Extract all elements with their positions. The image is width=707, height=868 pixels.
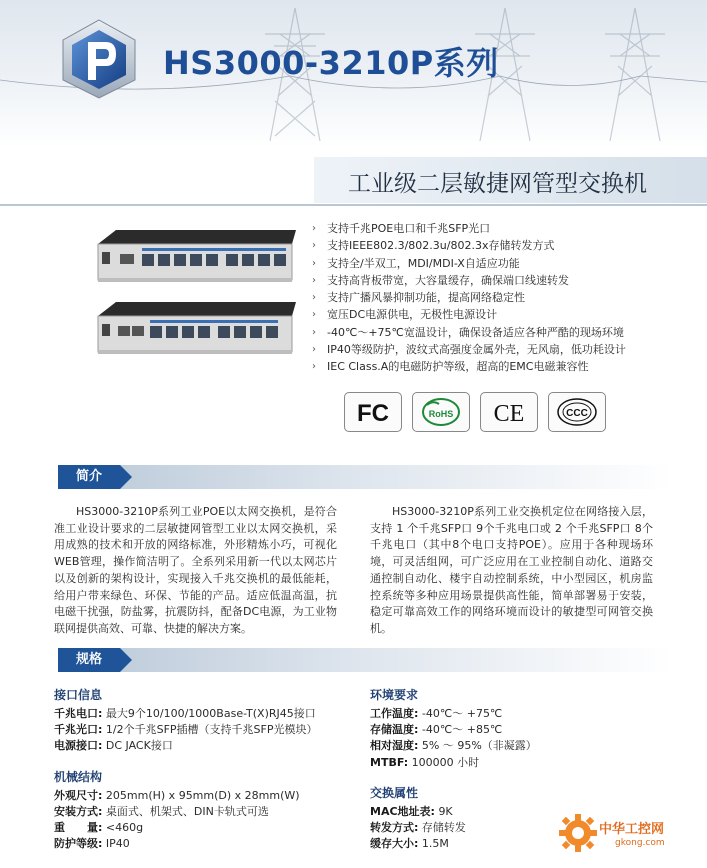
hero-header (0, 0, 707, 148)
arrow-right-icon: › (312, 223, 316, 234)
svg-text:CCC: CCC (566, 408, 588, 419)
switching-spec-heading: 交换属性 (370, 785, 419, 800)
intro-paragraph-right: HS3000-3210P系列工业交换机定位在网络接入层，支持 1 个千兆SFP口 9个千兆电口或 2 个千兆SFP口 8个千兆电口（其中8个电口支持POE）。应用于各种现场环境，可灵活组网，可广泛应用在工业控制自动化、道路交通控制自动化、楼宇自动控制系统，中小型园区，机房监控系统等多种应用场景提供高性能，简单部署易于安装，稳定可靠高效工作的网络环境而设计的敏捷型可网管交换机。 (370, 505, 653, 635)
feature-item: › IEC Class.A的电磁防护等级，超高的EMC电磁兼容性 (312, 358, 626, 375)
arrow-right-icon: › (312, 257, 316, 269)
feature-list (312, 220, 626, 376)
arrow-right-icon: › (312, 240, 316, 252)
spec-row: 存储温度: -40℃～ +85℃ (370, 723, 503, 737)
fc-icon (344, 392, 402, 432)
mechanical-spec-heading: 机械结构 (54, 769, 103, 784)
spec-row: 转发方式: 存储转发 (370, 821, 466, 835)
svg-text:FC: FC (357, 400, 389, 427)
product-subtitle: 工业级二层敏捷网管型交换机 (348, 171, 647, 197)
feature-item: › 支持高背板带宽，大容量缓存，确保端口线速转发 (312, 272, 626, 289)
feature-item: › 支持千兆POE电口和千兆SFP光口 (312, 220, 626, 237)
arrow-right-icon: › (312, 344, 316, 356)
intro-section-title: 简介 (58, 465, 120, 489)
spec-row: MAC地址表: 9K (370, 804, 453, 818)
spec-section-bar (58, 648, 674, 672)
product-title: HS3000-3210P系列 (163, 44, 499, 82)
spec-row: 缓存大小: 1.5M (370, 837, 449, 851)
feature-item: › 支持IEEE802.3/802.3u/802.3x存储转发方式 (312, 237, 626, 254)
spec-row: 工作温度: -40℃～ +75℃ (370, 707, 503, 720)
ce-icon (480, 392, 538, 432)
ccc-icon (548, 392, 606, 432)
spec-row: 相对湿度: 5% ～ 95%（非凝露） (370, 739, 537, 753)
switch-device-image-2 (92, 300, 298, 360)
feature-item: › 支持全/半双工，MDI/MDI-X自适应功能 (312, 255, 626, 272)
spec-row: 安装方式: 桌面式、机架式、DIN卡轨式可选 (54, 804, 269, 818)
feature-item: › -40℃～+75℃宽温设计，确保设备适应各种严酷的现场环境 (312, 324, 626, 341)
feature-item: › 宽压DC电源供电，无极性电源设计 (312, 306, 626, 323)
spec-row: 千兆光口: 1/2个千兆SFP插槽（支持千兆SFP光模块） (54, 723, 318, 737)
intro-section-bar (58, 465, 674, 489)
spec-row: 重 量: <460g (54, 821, 144, 835)
certification-logos (344, 392, 606, 432)
feature-item: › IP40等级防护，波纹式高强度金属外壳，无风扇，低功耗设计 (312, 341, 626, 358)
switch-device-image-1 (92, 228, 298, 288)
spec-row: MTBF: 100000 小时 (370, 755, 480, 769)
arrow-right-icon: › (312, 326, 316, 338)
banner-divider (0, 204, 707, 206)
environment-spec-heading: 环境要求 (370, 688, 419, 702)
rohs-icon (412, 392, 470, 432)
feature-item: › 支持广播风暴抑制功能，提高网络稳定性 (312, 289, 626, 306)
spec-row: 防护等级: IP40 (54, 837, 130, 851)
watermark-name: 中华工控网 (599, 822, 665, 837)
svg-text:RoHS: RoHS (428, 409, 454, 419)
gear-icon (555, 810, 601, 856)
watermark-url: gkong.com (615, 838, 665, 848)
arrow-right-icon: › (312, 361, 316, 373)
company-logo-icon (58, 18, 140, 100)
spec-row: 外观尺寸: 205mm(H) x 95mm(D) x 28mm(W) (54, 788, 300, 802)
arrow-right-icon: › (312, 274, 316, 286)
interface-spec-heading: 接口信息 (54, 688, 103, 702)
arrow-right-icon: › (312, 309, 316, 321)
svg-text:CE: CE (493, 401, 525, 427)
spec-section-title: 规格 (58, 648, 120, 672)
intro-paragraph-left: HS3000-3210P系列工业POE以太网交换机，是符合准工业设计要求的二层敏捷网管型工业以太网交换机，采用成熟的技术和开放的网络标准，外形精炼小巧，可视化WEB管理，操作简洁明了。全系列采用新一代以太网芯片以及创新的架构设计，实现接入千兆交换机的最低能耗，给用户带来绿色、环保、节能的产品。适应低温高温，抗电磁干扰强，防盐雾，抗震防抖，配备DC电源，为工业物联网提供高效、可靠、快捷的解决方案。 (54, 505, 337, 635)
arrow-right-icon: › (312, 292, 316, 304)
spec-column-left (54, 686, 354, 852)
gkong-watermark (555, 810, 703, 862)
spec-row: 千兆电口: 最大9个10/100/1000Base-T(X)RJ45接口 (54, 707, 316, 720)
spec-row: 电源接口: DC JACK接口 (54, 739, 173, 753)
